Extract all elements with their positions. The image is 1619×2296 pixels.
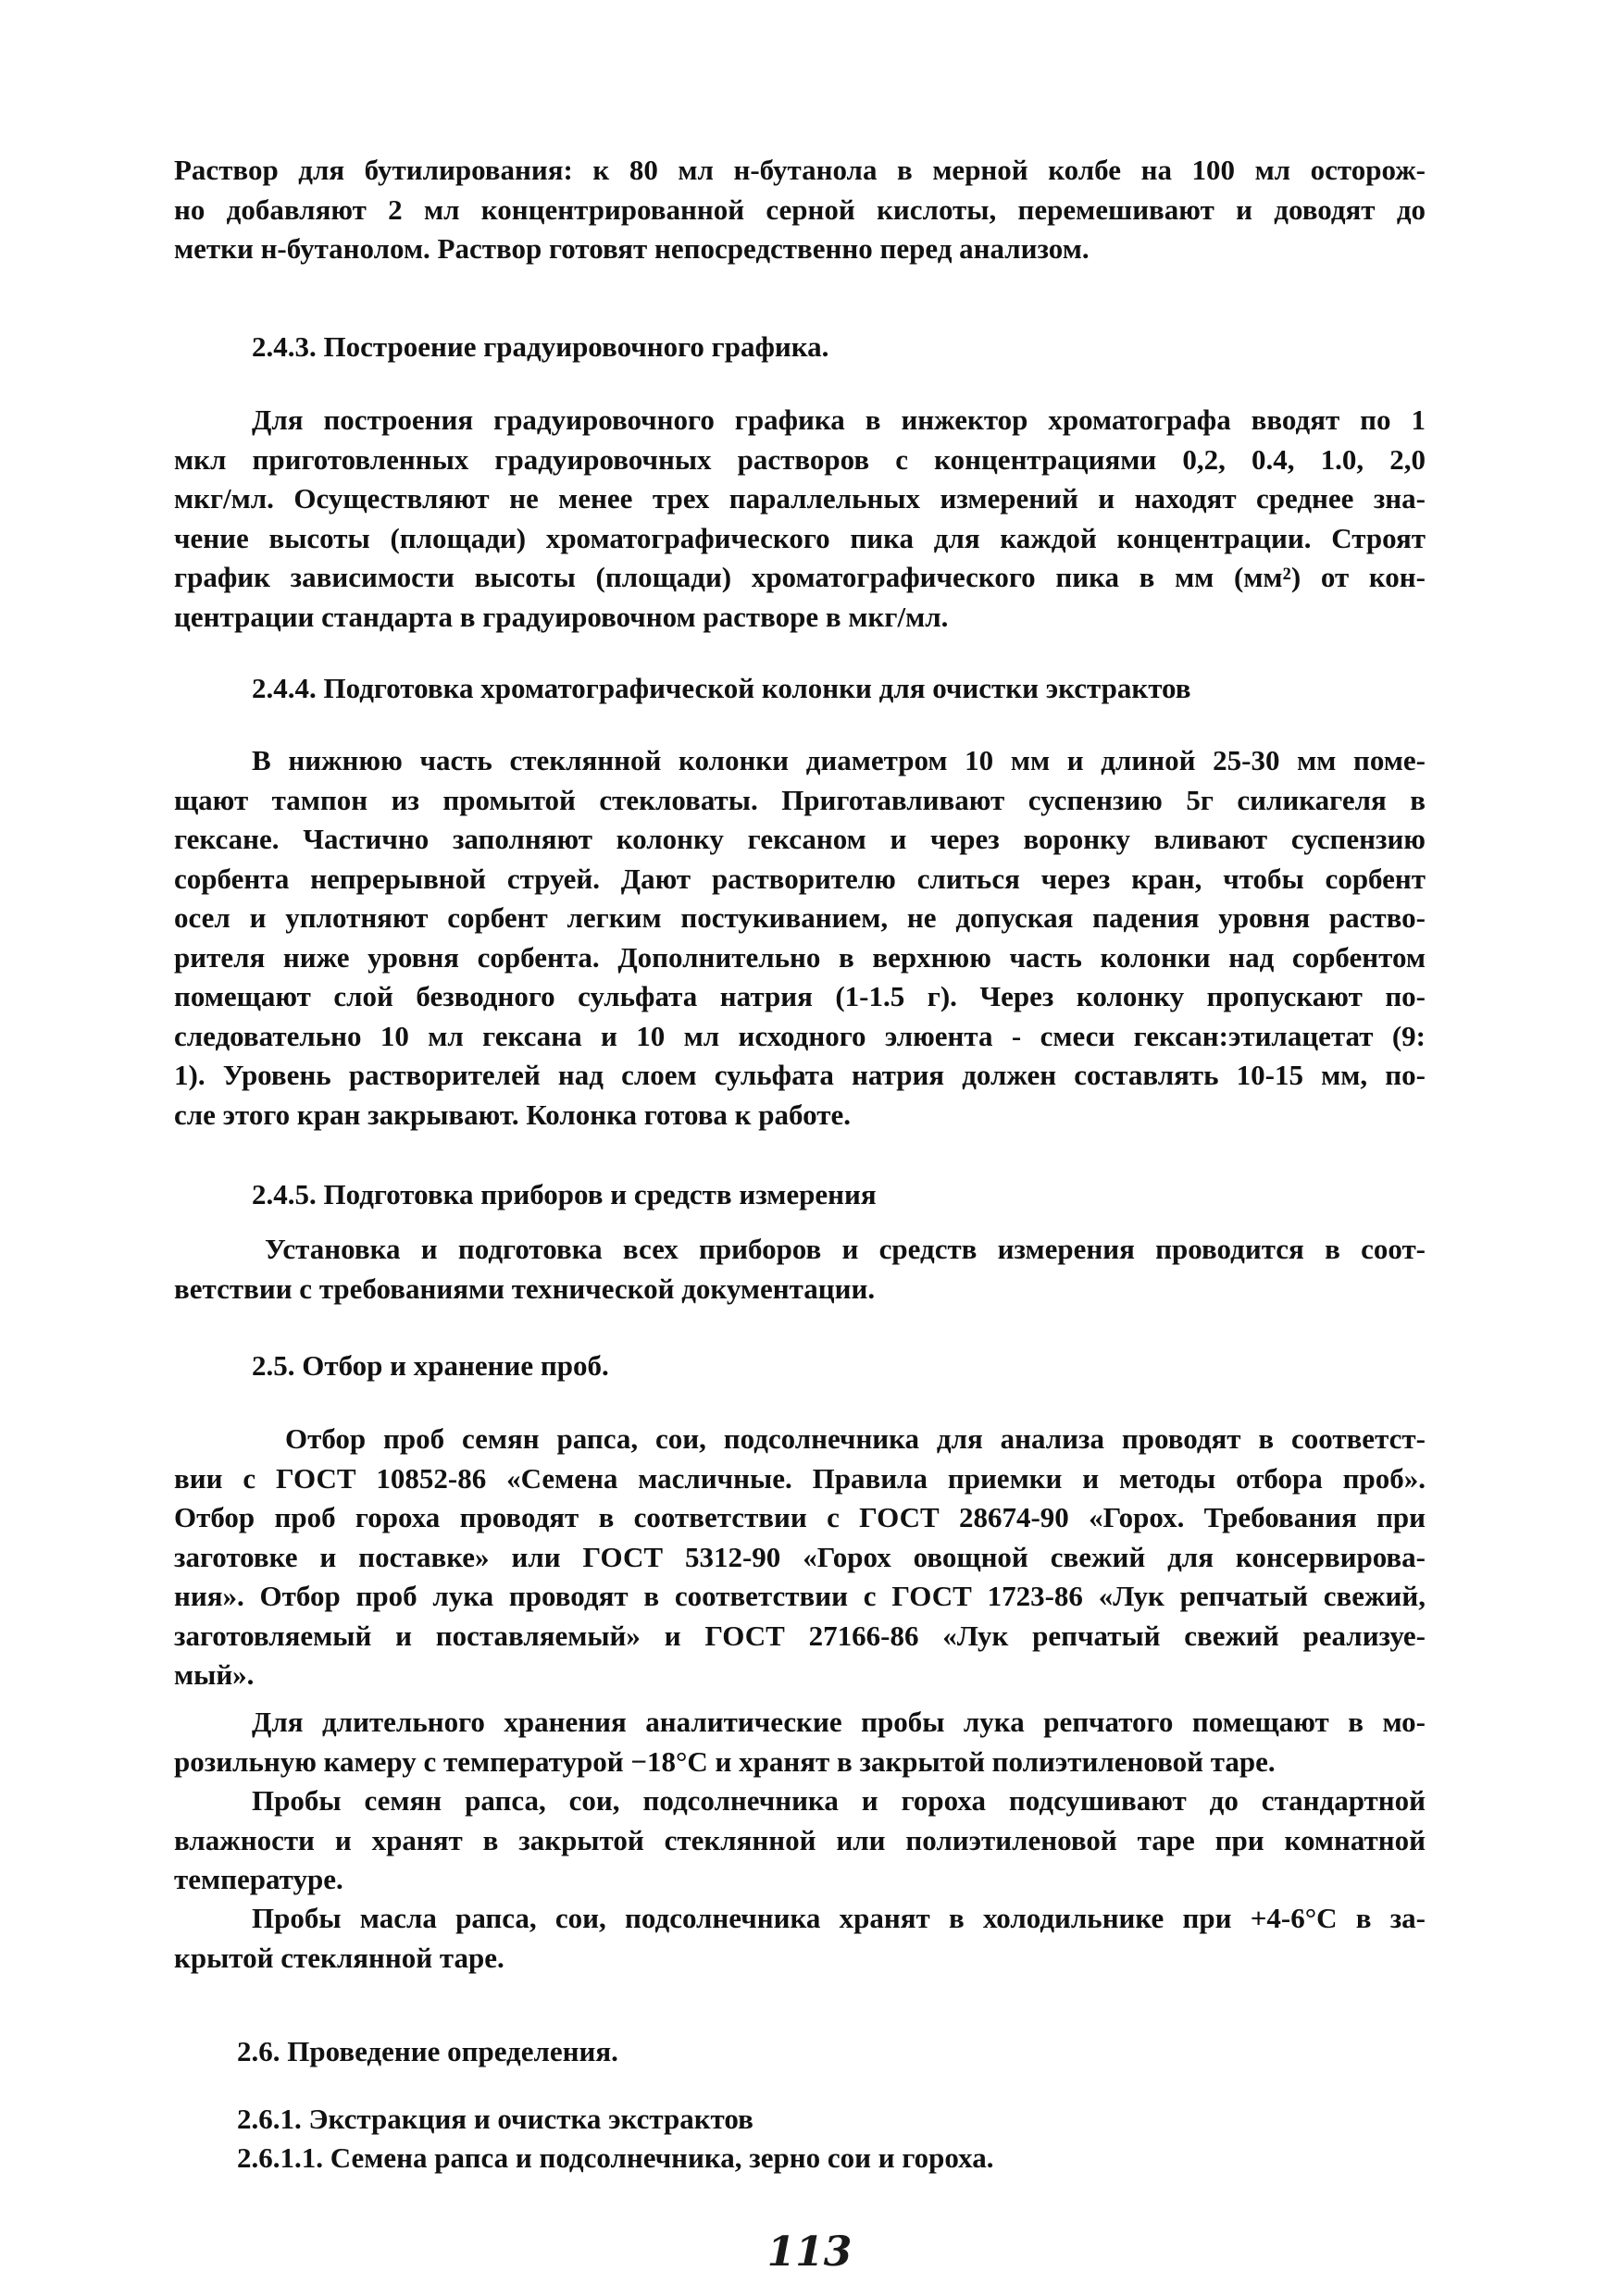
text-line: мкг/мл. Осуществляют не менее трех параллельных измерений и находят среднее зна- bbox=[174, 482, 1426, 515]
paragraph-onion-storage bbox=[174, 1703, 1426, 1781]
section-heading-2-6-1: 2.6.1. Экстракция и очистка экстрактов bbox=[237, 2103, 753, 2135]
text-line: заготовляемый и поставляемый» и ГОСТ 27166-86 «Лук репчатый свежий реализуе- bbox=[174, 1619, 1426, 1652]
text-line: сле этого кран закрывают. Колонка готова к работе. bbox=[174, 1098, 851, 1131]
text-line: В нижнюю часть стеклянной колонки диаметром 10 мм и длиной 25-30 мм поме- bbox=[252, 744, 1426, 776]
paragraph-sampling bbox=[174, 1420, 1426, 1695]
page-number: 113 bbox=[766, 2228, 853, 2276]
text-line: Раствор для бутилирования: к 80 мл н-бутанола в мерной колбе на 100 мл осторож- bbox=[174, 154, 1426, 186]
paragraph-calibration-graph bbox=[174, 401, 1426, 637]
paragraph-oil-storage bbox=[174, 1899, 1426, 1978]
text-line: Пробы семян рапса, сои, подсолнечника и гороха подсушивают до стандартной bbox=[252, 1784, 1426, 1817]
text-line: центрации стандарта в градуировочном растворе в мкг/мл. bbox=[174, 600, 949, 633]
section-heading-2-4-4: 2.4.4. Подготовка хроматографической колонки для очистки экстрактов bbox=[252, 672, 1191, 704]
paragraph-instruments-preparation bbox=[174, 1230, 1426, 1309]
text-line: влажности и хранят в закрытой стеклянной или полиэтиленовой таре при комнатной bbox=[174, 1823, 1426, 1856]
text-line: помещают слой безводного сульфата натрия (1-1.5 г). Через колонку пропускают по- bbox=[174, 980, 1426, 1012]
text-line: ния». Отбор проб лука проводят в соответствии с ГОСТ 1723-86 «Лук репчатый свежий, bbox=[174, 1580, 1426, 1612]
text-line: чение высоты (площади) хроматографического пика для каждой концентрации. Строят bbox=[174, 521, 1426, 554]
paragraph-butylation-solution bbox=[174, 151, 1426, 269]
text-line: мый». bbox=[174, 1658, 255, 1691]
text-line: Для длительного хранения аналитические пробы лука репчатого помещают в мо- bbox=[252, 1706, 1426, 1738]
text-line: щают тампон из промытой стекловаты. Приготавливают суспензию 5г силикагеля в bbox=[174, 783, 1426, 816]
text-line: рителя ниже уровня сорбента. Дополнительно в верхнюю часть колонки над сорбентом bbox=[174, 940, 1426, 974]
text-line: но добавляют 2 мл концентрированной серной кислоты, перемешивают и доводят до bbox=[174, 192, 1426, 226]
section-heading-2-4-3: 2.4.3. Построение градуировочного графика. bbox=[252, 330, 829, 363]
paragraph-column-preparation bbox=[174, 741, 1426, 1135]
section-heading-2-6-1-1: 2.6.1.1. Семена рапса и подсолнечника, зерно сои и гороха. bbox=[237, 2141, 994, 2174]
text-line: мкл приготовленных градуировочных растворов с концентрациями 0,2, 0.4, 1.0, 2,0 bbox=[174, 442, 1426, 476]
text-line: гексане. Частично заполняют колонку гексаном и через воронку вливают суспензию bbox=[174, 823, 1426, 855]
text-line: Для построения градуировочного графика в инжектор хроматографа вводят по 1 bbox=[252, 403, 1426, 436]
paragraph-seed-storage bbox=[174, 1781, 1426, 1900]
section-heading-2-6: 2.6. Проведение определения. bbox=[237, 2035, 618, 2067]
text-line: метки н-бутанолом. Раствор готовят непосредственно перед анализом. bbox=[174, 232, 1090, 265]
text-line: график зависимости высоты (площади) хроматографического пика в мм (мм²) от кон- bbox=[174, 561, 1426, 593]
text-line: следовательно 10 мл гексана и 10 мл исходного элюента - смеси гексан:этилацетат (9: bbox=[174, 1019, 1426, 1052]
text-line: крытой стеклянной таре. bbox=[174, 1941, 504, 1974]
text-line: ветствии с требованиями технической документации. bbox=[174, 1272, 876, 1305]
text-line: вии с ГОСТ 10852-86 «Семена масличные. Правила приемки и методы отбора проб». bbox=[174, 1461, 1426, 1495]
text-line: Отбор проб гороха проводят в соответствии с ГОСТ 28674-90 «Горох. Требования при bbox=[174, 1501, 1426, 1533]
text-line: заготовке и поставке» или ГОСТ 5312-90 «Горох овощной свежий для консервирова- bbox=[174, 1540, 1426, 1573]
text-line: сорбента непрерывной струей. Дают растворителю слиться через кран, чтобы сорбент bbox=[174, 862, 1426, 895]
text-line: Отбор проб семян рапса, сои, подсолнечника для анализа проводят в соответст- bbox=[285, 1422, 1426, 1455]
text-line: Установка и подготовка всех приборов и средств измерения проводится в соот- bbox=[265, 1233, 1426, 1265]
section-heading-2-4-5: 2.4.5. Подготовка приборов и средств измерения bbox=[252, 1178, 877, 1210]
section-heading-2-5: 2.5. Отбор и хранение проб. bbox=[252, 1349, 609, 1382]
text-line: осел и уплотняют сорбент легким постукиванием, не допуская падения уровня раство- bbox=[174, 901, 1426, 934]
text-line: розильную камеру с температурой −18°С и хранят в закрытой полиэтиленовой таре. bbox=[174, 1744, 1276, 1778]
text-line: Пробы масла рапса, сои, подсолнечника хранят в холодильнике при +4-6°С в за- bbox=[252, 1902, 1426, 1934]
text-line: 1). Уровень растворителей над слоем сульфата натрия должен составлять 10-15 мм, по- bbox=[174, 1059, 1426, 1091]
text-line: температуре. bbox=[174, 1863, 343, 1895]
